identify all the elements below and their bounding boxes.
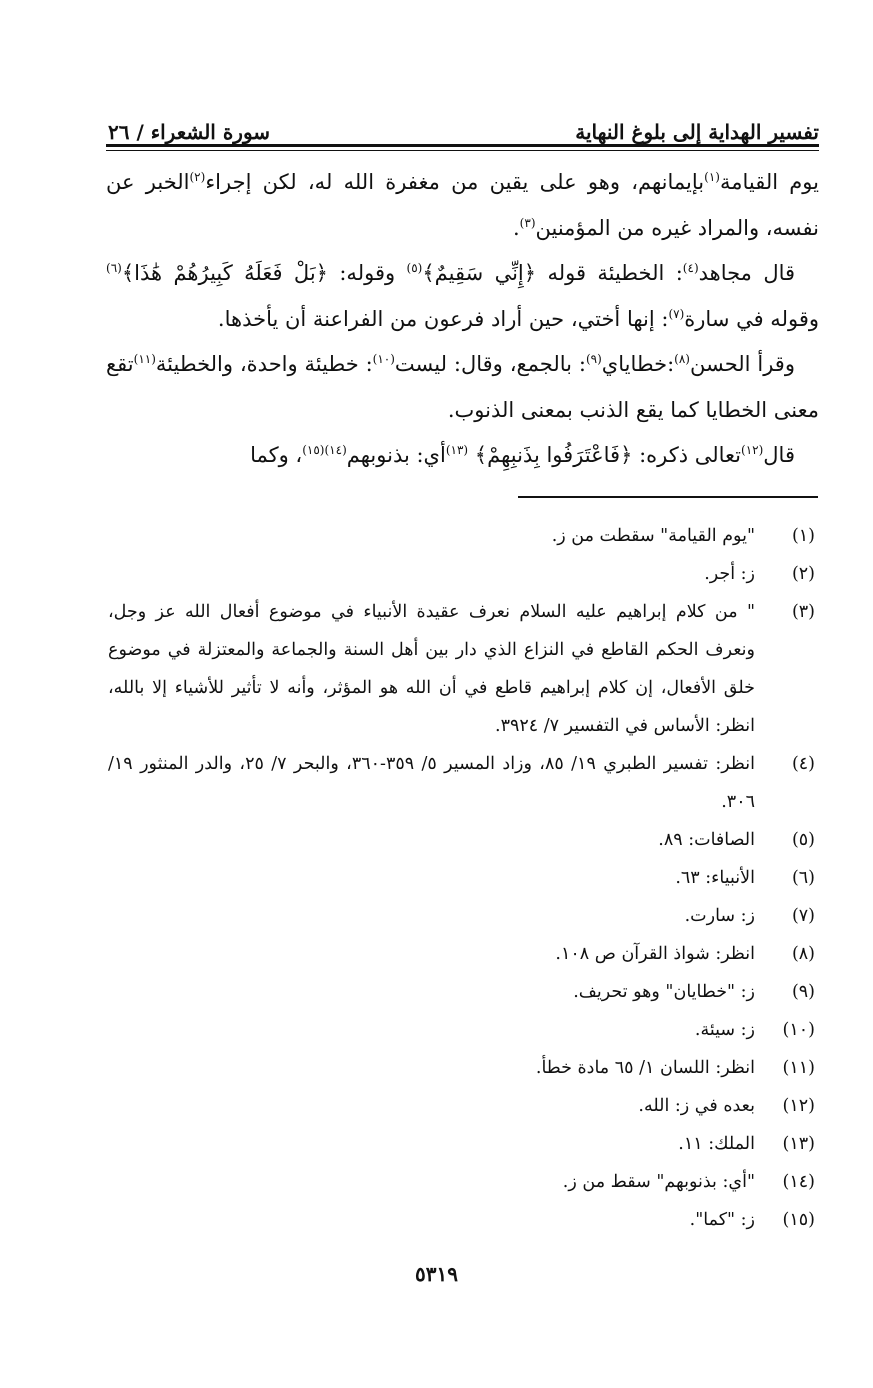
text-segment: . [512,215,520,240]
paragraph [106,160,819,251]
footnote-item [108,555,819,593]
footnote-number: (٣) [791,602,815,622]
footnote-number: (١٥) [782,1210,815,1230]
footnote-text: انظر: شواذ القرآن ص ١٠٨. [555,944,755,964]
paragraph [106,433,819,479]
footnote-text: ز: أجر. [704,564,755,584]
text-segment: : إنها أختي، حين أراد فرعون من الفراعنة أن يأخذها. [217,306,669,331]
text-segment: ، وكما [250,443,303,467]
surah-page-label: سورة الشعراء / ٢٦ [108,120,271,144]
text-segment: وقوله: ﴿بَلْ فَعَلَهُ كَبِيرُهُمْ هَٰذَا﴾ [121,261,407,285]
footnote-number: (٩) [791,982,815,1002]
footnote-ref: (١٢) [741,443,764,457]
footnote-ref: (١) [704,170,720,184]
footnote-item [108,1049,819,1087]
footnote-item [108,1201,819,1239]
footnote-item [108,745,819,821]
footnote-text: ز: سارت. [684,906,755,926]
header-rule-thin [106,150,819,151]
footnote-number: (١٤) [782,1172,815,1192]
footnote-text: بعده في ز: الله. [638,1096,755,1116]
text-segment: :خطاياي [601,352,675,376]
footnote-number: (١٢) [782,1096,815,1116]
paragraph [106,251,819,342]
footnote-item [108,897,819,935]
page-number: ٥٣١٩ [415,1262,458,1286]
footnote-ref: (٩) [585,352,602,366]
text-segment: أي: بذنوبهم [346,443,446,467]
footnote-ref: (٢) [189,170,206,184]
paragraph [106,342,819,433]
footnote-text: ز: "كما". [689,1210,755,1230]
footnotes-list [108,517,819,1239]
footnote-number: (١١) [782,1058,815,1078]
footnote-item [108,593,819,745]
running-header [108,92,819,144]
text-segment: تقع معنى الخطايا كما يقع الذنب بمعنى الذنوب. [106,352,819,422]
footnote-text: "أي: بذنوبهم" سقط من ز. [562,1172,755,1192]
book-title: تفسير الهداية إلى بلوغ النهاية [575,120,819,144]
text-segment: تعالى ذكره: ﴿فَاعْتَرَفُوا بِذَنبِهِمْ﴾ [468,443,742,467]
footnote-item [108,1087,819,1125]
footnote-text: ز: سيئة. [694,1020,755,1040]
footnote-ref: (٧) [668,306,685,321]
footnote-ref: (١١) [133,352,156,366]
footnote-number: (١) [791,526,815,546]
footnote-text: "يوم القيامة" سقطت من ز. [551,526,755,546]
footnote-ref: (١٣) [445,443,469,457]
footnote-item [108,1125,819,1163]
footnote-number: (٦) [791,868,815,888]
footnote-text: " من كلام إبراهيم عليه السلام نعرف عقيدة الأنبياء في موضوع أفعال الله عز وجل، ونعرف الحكم القاطع في النزاع الذي دار بين أهل السنة والجماعة والمعتزلة في موضوع خلق الأفعال، إن كلام إبراهيم قاطع في أن الله هو المؤثر، وأنه لا تأثير للأشياء إلا بالله، انظر: الأساس في التفسير ٧/ ٣٩٢٤. [108,602,755,736]
text-segment: وقوله في سارة [684,306,819,331]
text-segment: قال مجاهد [698,261,796,285]
footnote-number: (١٠) [782,1020,815,1040]
header-rule [106,144,819,147]
footnote-ref: (٤) [682,261,699,275]
text-segment: يوم القيامة [719,170,819,194]
text-segment: الخبر عن نفسه، والمراد غيره من المؤمنين [106,170,819,240]
footnote-text: ز: "خطايان" وهو تحريف. [573,982,755,1002]
text-segment: بإيمانهم، وهو على يقين من مغفرة الله له، لكن إجراء [205,170,705,194]
main-text [106,160,819,479]
footnote-ref: (٦) [106,261,122,275]
footnote-text: الأنبياء: ٦٣. [675,868,755,888]
text-segment: : خطيئة واحدة، والخطيئة [155,352,373,376]
footnote-item [108,935,819,973]
footnote-text: انظر: تفسير الطبري ١٩/ ٨٥، وزاد المسير ٥/ ٣٥٩-٣٦٠، والبحر ٧/ ٢٥، والدر المنثور ١٩/ ٣٠٦. [108,754,756,812]
footnote-number: (٥) [791,830,815,850]
footnote-number: (٨) [791,944,815,964]
footnote-ref: (١٤) [324,443,347,457]
footnote-item [108,821,819,859]
footnote-ref: (١٥) [302,443,325,457]
text-segment: : بالجمع، وقال: ليست [394,352,586,376]
footnote-item [108,973,819,1011]
text-segment: : الخطيئة قوله ﴿إِنِّي سَقِيمٌ﴾ [422,261,683,285]
footnote-item [108,1011,819,1049]
footnote-number: (٤) [791,754,815,774]
footnote-text: الصافات: ٨٩. [658,830,755,850]
footnote-ref: (١٠) [372,352,395,366]
text-segment: وقرأ الحسن [689,352,795,376]
footnote-ref: (٨) [674,352,690,366]
footnote-ref: (٥) [406,261,423,275]
footnote-text: انظر: اللسان ١/ ٦٥ مادة خطأ. [535,1058,755,1078]
footnote-ref: (٣) [519,215,536,230]
footnote-number: (٧) [791,906,815,926]
footnote-number: (١٣) [782,1134,815,1154]
footnote-text: الملك: ١١. [678,1134,755,1154]
footnote-number: (٢) [791,564,815,584]
footnote-item [108,517,819,555]
footnote-item [108,859,819,897]
footnote-item [108,1163,819,1201]
footnote-separator [518,496,818,498]
text-segment: قال [763,443,795,467]
